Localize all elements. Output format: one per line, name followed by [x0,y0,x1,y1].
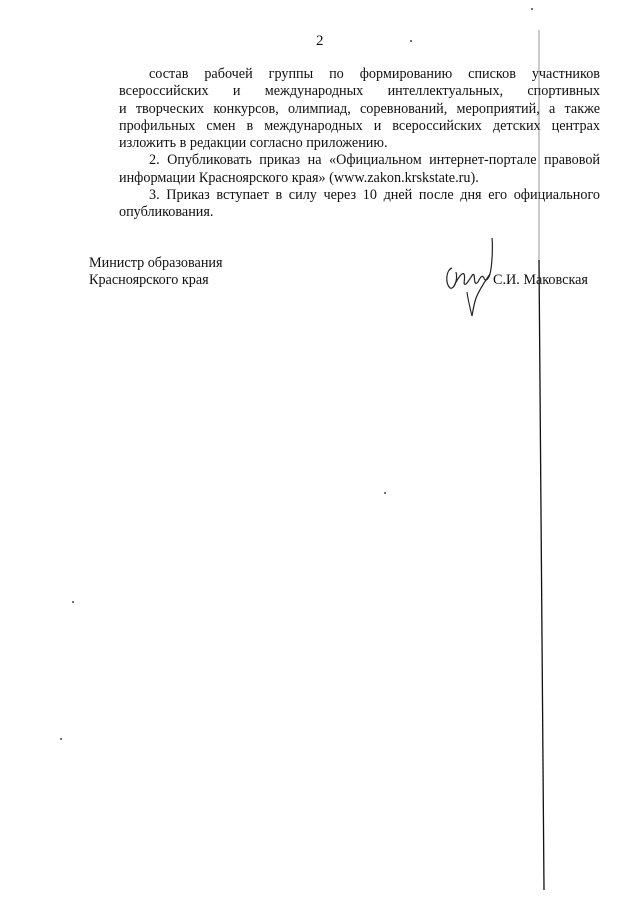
text-line: изложить в редакции согласно приложению. [119,135,388,152]
signatory-position [89,255,223,290]
scan-speck [72,601,74,603]
text-line: всероссийских и международных интеллектуальных, спортивных [119,83,600,100]
paragraph-3 [89,187,600,222]
scan-speck [531,8,533,10]
document-body [89,66,600,222]
scan-artifact-line [537,30,549,900]
text-line: состав рабочей группы по формированию списков участников [149,66,600,82]
page-number: 2 [316,33,324,49]
scan-speck [410,40,412,42]
position-line: Красноярского края [89,272,209,289]
text-line: и творческих конкурсов, олимпиад, соревнований, мероприятий, а также [119,100,600,117]
text-line: 3. Приказ вступает в силу через 10 дней после дня его официального [149,187,600,204]
scan-speck [384,492,386,494]
text-line: опубликования. [119,204,214,221]
scan-speck [60,738,62,740]
position-line: Министр образования [89,255,223,271]
paragraph-1 [89,66,600,152]
handwritten-signature [440,228,500,323]
signer-name: С.И. Маковская [493,272,588,288]
text-line: информации Красноярского края» (www.zakon.krskstate.ru). [119,169,479,186]
paragraph-2 [89,152,600,187]
text-line: профильных смен в международных и всероссийских детских центрах [119,117,600,134]
text-line: 2. Опубликовать приказ на «Официальном интернет-портале правовой [149,152,600,169]
